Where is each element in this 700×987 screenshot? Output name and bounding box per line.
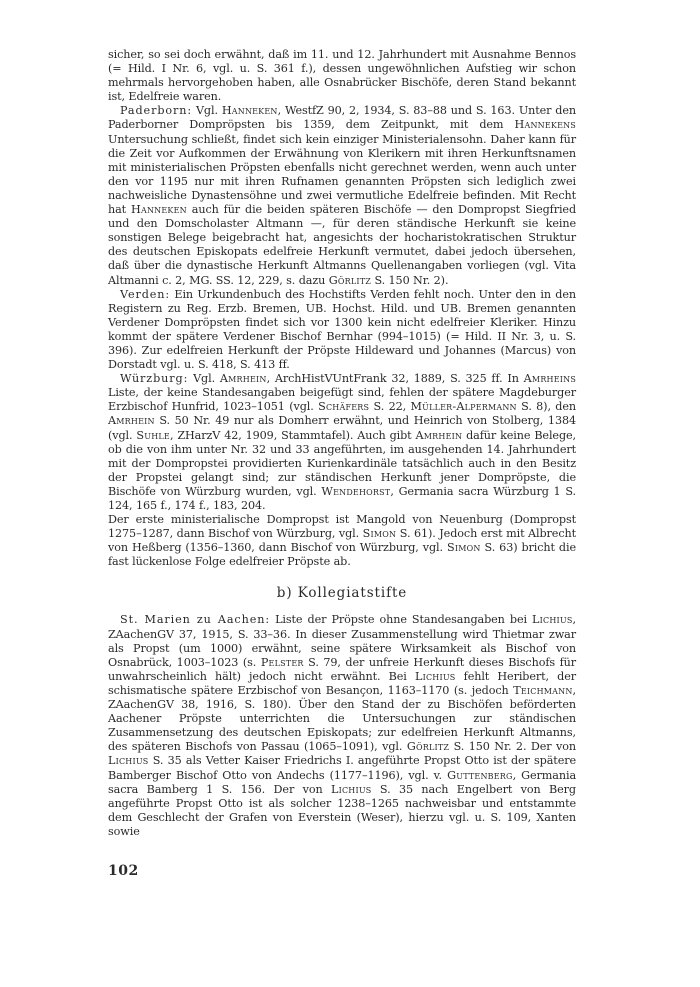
author-name: Amrheins xyxy=(523,372,577,386)
author-name: Simon xyxy=(446,541,481,555)
paragraph-text: , ZAachenGV 38, 1916, S. 180). Über den Stand der zu Bischöfen beförderten Aachener Pröpste unterrichten die Untersuchungen zur ständischen Zusammensetzung des deutschen Episkopats; zur edelfreien Herkunft Altmanns, des späteren Bischofs von Passau (1065–1091), vgl. xyxy=(108,683,576,754)
paragraph-text: , ZAachenGV 37, 1915, S. 33–36. In dieser Zusammenstellung wird Thietmar zwar als Propst (um 1000) erwähnt, seine spätere Wirksamkeit als Bischof von Osnabrück, 1003–1023 (s. xyxy=(108,613,576,669)
paragraph-text: , Germania sacra Bamberg 1 S. 156. Der von xyxy=(108,768,577,796)
paragraph-heading: Würzburg: xyxy=(120,372,189,386)
paragraph-heading: Paderborn: xyxy=(120,104,193,118)
paragraph-text: sicher, so sei doch erwähnt, daß im 11. und 12. Jahrhundert mit Ausnahme Bennos (= Hild. I Nr. 6, vgl. u. S. 361 f.), dessen ungewöhnlichen Aufstieg wir schon mehrmals hervorgehoben haben, alle Osnabrücker Bischöfe, deren Stand bekannt ist, Edelfreie waren. xyxy=(108,48,576,104)
paragraph-text: S. 35 als Vetter Kaiser Friedrichs I. angeführte Propst Otto ist der spätere Bamberger Bischof Otto von Andechs (1177–1196), vgl. v. xyxy=(108,754,576,782)
paragraph-text: Vgl. xyxy=(188,372,220,386)
author-name: Lichius xyxy=(532,613,573,627)
paragraph-text: Vgl. xyxy=(192,104,222,118)
author-name: Lichius xyxy=(414,669,456,683)
author-name: Lichius xyxy=(331,782,372,796)
paragraph-text: S. 50 Nr. 49 nur als Domherr erwähnt, und Heinrich von Stolberg, 1384 (vgl. xyxy=(108,414,576,442)
author-name: Amrhein xyxy=(415,428,463,442)
author-name: Schäfers xyxy=(318,400,370,414)
paragraph-paderborn xyxy=(108,104,576,287)
page-body xyxy=(108,48,576,839)
author-name: Suhle xyxy=(136,428,170,442)
author-name: Hanneken xyxy=(221,104,278,118)
paragraph-text: fehlt Heribert, der schismatische spätere Erzbischof von Besançon, 1163–1170 (s. jedoch xyxy=(108,669,577,697)
paragraph-wuerzburg xyxy=(108,372,576,513)
paragraph-heading: St. Marien zu Aachen: xyxy=(120,613,270,627)
paragraph-text: S. 22, xyxy=(369,400,411,414)
paragraph-text: S. 150 Nr. 2). xyxy=(371,273,449,287)
page-number: 102 xyxy=(108,863,139,879)
paragraph-heading: Verden: xyxy=(120,287,171,301)
author-name: Lichius xyxy=(108,754,149,768)
paragraph-text: dafür keine Belege, ob die von ihm unter Nr. 32 und 33 angeführten, im ausgehenden 14. Jahrhundert mit der Dompropstei providierten Kurienkardinäle tatsächlich auch in den Besitz der Propstei gelangt sind; zur ständischen Herkunft jener Dompröpste, die Bischöfe von Würzburg wurden, vgl. xyxy=(108,428,576,498)
author-name: Görlitz xyxy=(328,273,371,287)
paragraph-text: , WestfZ 90, 2, 1934, S. 83–88 und S. 163. Unter den Paderborner Dompröpsten bis 1359, dem Zeitpunkt, mit dem xyxy=(108,104,576,132)
paragraph-text: Liste der Pröpste ohne Standesangaben bei xyxy=(269,613,533,627)
paragraph-text: Der erste ministerialische Dompropst ist Mangold von Neuenburg (Dompropst 1275–1287, dann Bischof von Würzburg, vgl. xyxy=(108,513,576,541)
author-name: Görlitz xyxy=(406,740,450,754)
paragraph-text: Ein Urkundenbuch des Hochstifts Verden fehlt noch. Unter den in den Registern zu Reg. Erzb. Bremen, UB. Hochst. Hild. und UB. Bremen genannten Verdener Dompröpsten findet sich vor 1300 kein nicht edelfreier Kleriker. Hinzu kommt der spätere Verdener Bischof Bernhar (994–1015) (= Hild. II Nr. 3, u. S. 396). Zur edelfreien Herkunft der Pröpste Hildeward und Johannes (Marcus) von Dorstadt vgl. u. S. 418, S. 413 ff. xyxy=(108,287,576,372)
paragraph-aachen xyxy=(108,613,576,839)
author-name: Hanneken xyxy=(131,203,187,217)
author-name: Hannekens xyxy=(514,118,576,132)
author-name: Amrhein xyxy=(219,372,267,386)
section-title: b) Kollegiatstifte xyxy=(276,585,408,602)
author-name: Amrhein xyxy=(108,414,155,428)
paragraph-text: Liste, der keine Standesangaben beigefügt sind, fehlen der spätere Magdeburger Erzbischof Hunfrid, 1023–1051 (vgl. xyxy=(108,386,576,414)
paragraph-text: S. 79, der unfreie Herkunft dieses Bischofs für unwahrscheinlich hält) jedoch nicht erwähnt. Bei xyxy=(108,655,576,683)
author-name: Guttenberg xyxy=(447,768,513,782)
paragraph-text: , ArchHistVUntFrank 32, 1889, S. 325 ff. In xyxy=(266,372,524,386)
paragraph-text: S. 61). Jedoch erst mit Albrecht von Heßberg (1356–1360, dann Bischof von Würzburg, vgl. xyxy=(108,527,576,555)
paragraph-text: S. 150 Nr. 2. Der von xyxy=(449,740,576,754)
author-name: Pelster xyxy=(260,655,304,669)
author-name: Wendehorst xyxy=(321,484,391,498)
author-name: Müller-Alpermann xyxy=(410,400,517,414)
paragraph-wuerzburg-continued xyxy=(108,513,576,569)
paragraph-osnabrueck-end xyxy=(108,48,576,104)
paragraph-text: S. 35 nach Engelbert von Berg angeführte Propst Otto ist als solcher 1238–1265 nachweisbar und entstammte dem Geschlecht der Grafen von Everstein (Weser), hierzu vgl. u. S. 109, Xanten sowie xyxy=(108,782,576,838)
paragraph-text: auch für die beiden späteren Bischöfe — den Dompropst Siegfried und den Domscholaster Altmann —, für deren ständische Herkunft sie keine sonstigen Belege beigebracht hat, angesichts der hocharistokratischen Struktur des deutschen Episkopats edelfreie Herkunft vermutet, dabei jedoch übersehen, daß über die dynastische Herkunft Altmanns Quellenangaben vorliegen (vgl. Vita Altmanni c. 2, MG. SS. 12, 229, s. dazu xyxy=(108,203,577,287)
paragraph-verden xyxy=(108,288,576,373)
author-name: Simon xyxy=(362,527,397,541)
author-name: Teichmann xyxy=(513,683,573,697)
paragraph-text: Untersuchung schließt, findet sich kein einziger Ministerialensohn. Daher kann für die Zeit vor Aufkommen der Erwähnung von Klerikern mit ihren Herkunftsnamen mit ministerialischen Pröpsten ebenfalls nicht gerechnet werden, wenn auch unter den vor 1195 nur mit ihren Rufnamen genannten Pröpsten sich lediglich zwei nachweisliche Dynastensöhne und zwei vermutliche Edelfreie befinden. Mit Recht hat xyxy=(108,132,576,217)
paragraph-text: , Germania sacra Würzburg 1 S. 124, 165 f., 174 f., 183, 204. xyxy=(108,484,576,512)
paragraph-text: S. 63) bricht die fast lückenlose Folge edelfreier Pröpste ab. xyxy=(108,541,576,569)
paragraph-text: , ZHarzV 42, 1909, Stammtafel). Auch gibt xyxy=(169,428,416,442)
paragraph-text: S. 8), den xyxy=(516,400,576,414)
